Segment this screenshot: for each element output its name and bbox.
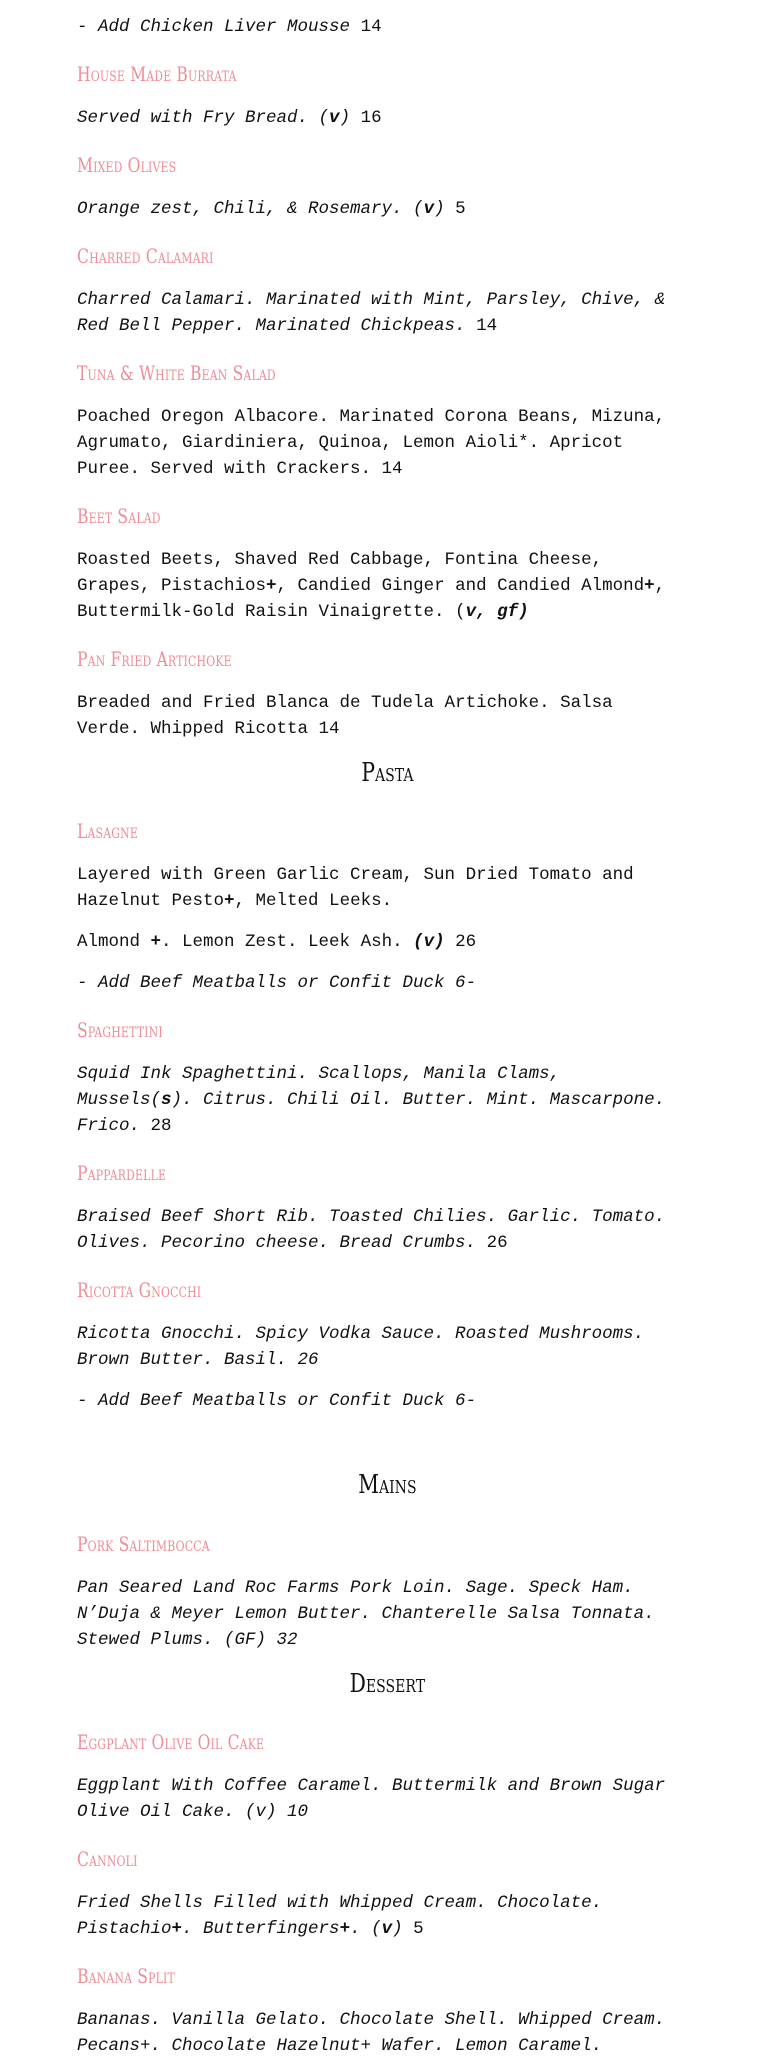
section-title-dessert: Dessert — [349, 1669, 425, 1699]
dish-title-beet-salad: Beet Salad — [77, 504, 161, 528]
dish-title-pappardelle: Pappardelle — [77, 1161, 167, 1185]
lasagne-addon: - Add Beef Meatballs or Confit Duck 6- — [77, 973, 477, 993]
dish-title-spaghettini: Spaghettini — [77, 1018, 163, 1042]
dish-desc-eggplant-cake: Eggplant With Coffee Caramel. Buttermilk and Brown Sugar Olive Oil Cake. (v) 10 — [77, 1776, 666, 1822]
dish-title-pork-saltimbocca: Pork Saltimbocca — [77, 1532, 210, 1556]
dish-desc-ricotta-gnocchi: Ricotta Gnocchi. Spicy Vodka Sauce. Roasted Mushrooms. Brown Butter. Basil. 26 — [77, 1324, 645, 1370]
dish-desc-charred-calamari: Charred Calamari. Marinated with Mint, Parsley, Chive, & Red Bell Pepper. Marinated Chickpeas. 14 — [77, 290, 666, 336]
dish-desc-banana-split: Bananas. Vanilla Gelato. Chocolate Shell. Whipped Cream. Pecans+. Chocolate Hazelnut+ Wafer. Lemon Caramel. — [77, 2010, 666, 2056]
dish-desc-lasagne: Layered with Green Garlic Cream, Sun Dried Tomato and Hazelnut Pesto+, Melted Leeks. — [77, 865, 634, 911]
chicken-liver-addon: - Add Chicken Liver Mousse 14 — [77, 17, 382, 37]
dish-desc-cannoli: Fried Shells Filled with Whipped Cream. Chocolate. Pistachio+. Butterfingers+. (v) 5 — [77, 1893, 603, 1939]
dish-title-burrata: House Made Burrata — [77, 62, 237, 86]
dish-title-banana-split: Banana Split — [77, 1964, 175, 1988]
dish-title-charred-calamari: Charred Calamari — [77, 244, 214, 268]
dish-desc-spaghettini: Squid Ink Spaghettini. Scallops, Manila Clams, Mussels(s). Citrus. Chili Oil. Butter. Mint. Mascarpone. Frico. 28 — [77, 1064, 666, 1136]
dish-title-ricotta-gnocchi: Ricotta Gnocchi — [77, 1278, 202, 1302]
section-title-pasta: Pasta — [360, 758, 414, 788]
section-title-mains: Mains — [357, 1470, 417, 1500]
dish-desc-beet-salad: Roasted Beets, Shaved Red Cabbage, Fontina Cheese, Grapes, Pistachios+, Candied Ginger and Candied Almond+, Buttermilk-Gold Raisin Vinaigrette. (v, gf) — [77, 550, 666, 622]
dish-title-cannoli: Cannoli — [77, 1847, 138, 1871]
dish-desc-pork-saltimbocca: Pan Seared Land Roc Farms Pork Loin. Sage. Speck Ham. N’Duja & Meyer Lemon Butter. Chanterelle Salsa Tonnata. Stewed Plums. (GF) 32 — [77, 1578, 655, 1650]
dish-title-lasagne: Lasagne — [77, 819, 138, 843]
dish-desc-mixed-olives: Orange zest, Chili, & Rosemary. (v) 5 — [77, 199, 466, 219]
dish-desc-pan-fried-artichoke: Breaded and Fried Blanca de Tudela Artichoke. Salsa Verde. Whipped Ricotta 14 — [77, 693, 613, 739]
dish-desc-tuna-salad: Poached Oregon Albacore. Marinated Corona Beans, Mizuna, Agrumato, Giardiniera, Quinoa, Lemon Aioli*. Apricot Puree. Served with Crackers. 14 — [77, 407, 666, 479]
dish-desc-lasagne-2: Almond +. Lemon Zest. Leek Ash. (v) 26 — [77, 932, 477, 952]
dish-title-pan-fried-artichoke: Pan Fried Artichoke — [77, 647, 232, 671]
dish-title-mixed-olives: Mixed Olives — [77, 153, 177, 177]
dish-title-eggplant-cake: Eggplant Olive Oil Cake — [77, 1730, 265, 1754]
dish-title-tuna-salad: Tuna & White Bean Salad — [77, 361, 276, 385]
gnocchi-addon: - Add Beef Meatballs or Confit Duck 6- — [77, 1391, 477, 1411]
dish-desc-burrata: Served with Fry Bread. (v) 16 — [77, 108, 382, 128]
dish-desc-pappardelle: Braised Beef Short Rib. Toasted Chilies. Garlic. Tomato. Olives. Pecorino cheese. Bread Crumbs. 26 — [77, 1207, 666, 1253]
